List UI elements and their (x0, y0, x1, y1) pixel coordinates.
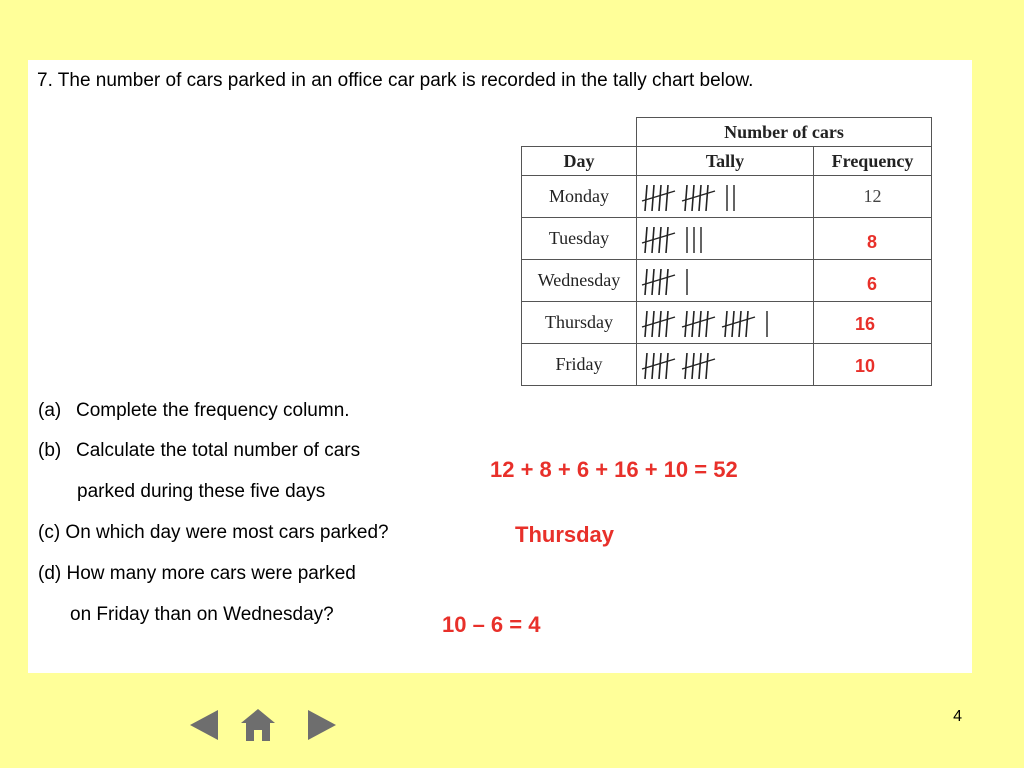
tally-stroke (659, 227, 661, 253)
frequency-answer-wednesday: 6 (866, 274, 877, 294)
tally-marks (641, 265, 809, 297)
tally-cell (637, 176, 814, 218)
part-b-line2: parked during these five days (77, 481, 326, 502)
back-arrow-icon (188, 708, 220, 742)
part-d-line1: (d) How many more cars were parked (38, 563, 356, 584)
tally-stroke (725, 311, 727, 337)
home-button[interactable] (240, 708, 276, 742)
tally-stroke (685, 311, 687, 337)
tally-cell (637, 302, 814, 344)
tally-stroke (666, 353, 668, 379)
tally-stroke (659, 353, 661, 379)
tally-marks (641, 223, 809, 255)
tally-stroke (659, 185, 661, 211)
part-d-line2: on Friday than on Wednesday? (70, 604, 334, 625)
slide-number: 4 (953, 708, 962, 725)
tally-marks (641, 181, 809, 213)
tally-stroke (706, 353, 708, 379)
answer-d: 10 – 6 = 4 (442, 612, 541, 637)
tally-stroke (739, 311, 741, 337)
tally-stroke (685, 185, 687, 211)
tally-stroke (666, 227, 668, 253)
tally-stroke (685, 353, 687, 379)
part-a-text: Complete the frequency column. (76, 400, 350, 421)
super-header: Number of cars (637, 118, 932, 147)
tally-stroke (645, 227, 647, 253)
tally-stroke (699, 185, 701, 211)
day-cell: Friday (522, 344, 637, 386)
day-cell: Wednesday (522, 260, 637, 302)
tally-stroke (746, 311, 748, 337)
part-a-tag: (a) (38, 400, 62, 421)
table-header-row (522, 147, 932, 176)
part-c: (c) On which day were most cars parked? (38, 522, 389, 543)
tally-stroke (699, 353, 701, 379)
header-day: Day (522, 147, 637, 176)
day-cell: Tuesday (522, 218, 637, 260)
frequency-answer-thursday: 16 (854, 314, 876, 334)
frequency-answer-friday: 10 (854, 356, 876, 376)
tally-stroke (699, 311, 701, 337)
tally-stroke (645, 311, 647, 337)
tally-stroke (645, 185, 647, 211)
tally-stroke (666, 311, 668, 337)
frequency-cell: 12 (814, 176, 932, 218)
tally-stroke (666, 269, 668, 295)
home-icon (240, 708, 276, 742)
day-cell: Monday (522, 176, 637, 218)
tally-stroke (645, 269, 647, 295)
answer-c: Thursday (515, 522, 615, 547)
tally-stroke (706, 185, 708, 211)
forward-arrow-icon (306, 708, 338, 742)
table-super-header-row (522, 118, 932, 147)
header-frequency: Frequency (814, 147, 932, 176)
table-row (522, 176, 932, 218)
back-button[interactable] (188, 708, 220, 742)
day-cell: Thursday (522, 302, 637, 344)
tally-stroke (706, 311, 708, 337)
tally-cell (637, 218, 814, 260)
part-b-text1: Calculate the total number of cars (76, 440, 361, 461)
tally-marks (641, 307, 809, 339)
part-b-tag: (b) (38, 440, 62, 461)
question-text: 7. The number of cars parked in an office car park is recorded in the tally chart below. (37, 70, 754, 91)
tally-stroke (645, 353, 647, 379)
tally-cell (637, 260, 814, 302)
answer-b: 12 + 8 + 6 + 16 + 10 = 52 (490, 457, 738, 482)
tally-marks (641, 349, 809, 381)
tally-cell (637, 344, 814, 386)
tally-stroke (659, 311, 661, 337)
forward-button[interactable] (306, 708, 338, 742)
header-tally: Tally (637, 147, 814, 176)
part-b-line1 (38, 440, 360, 462)
frequency-answer-tuesday: 8 (866, 232, 877, 252)
tally-stroke (659, 269, 661, 295)
tally-stroke (666, 185, 668, 211)
part-a (38, 400, 350, 422)
